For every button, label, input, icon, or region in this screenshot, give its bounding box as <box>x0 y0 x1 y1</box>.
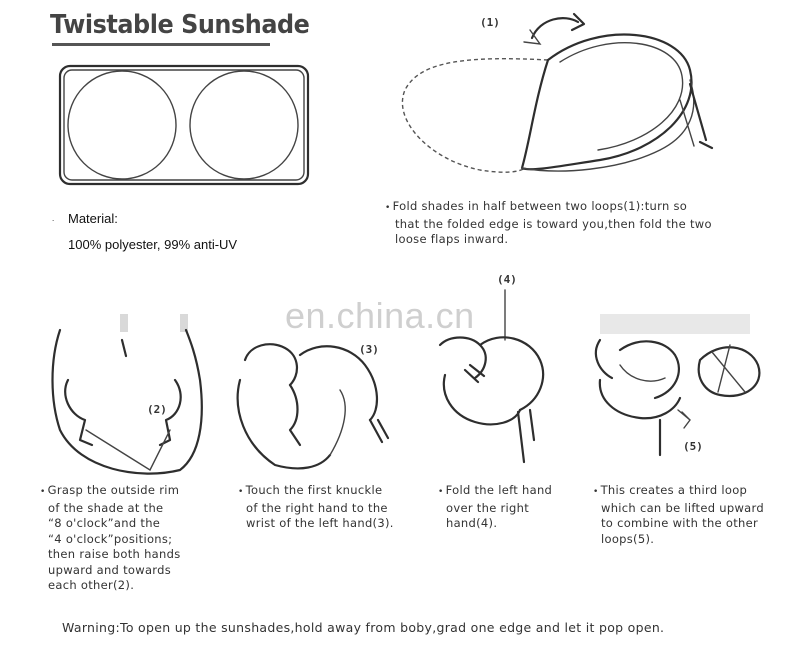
step-4-caption-line: over the right <box>446 500 530 515</box>
step-1-caption-line: Fold shades in half between two loops(1):turn so <box>392 199 688 213</box>
step-5-caption-line: to combine with the other <box>601 516 758 530</box>
step-5-caption-line: This creates a third loop <box>600 483 748 497</box>
step-2-caption-line: of the shade at the <box>48 500 164 515</box>
step-3-caption-line: of the right hand to the <box>246 500 388 515</box>
step-2-caption-line: “4 o'clock”positions; <box>48 531 173 546</box>
step-2-caption-line: each other(2). <box>48 578 135 592</box>
step-5-number: (5) <box>683 440 703 453</box>
step-1-number: (1) <box>480 16 500 29</box>
step-1-caption: • Fold shades in half between two loops(1):turn so that the folded edge is toward you,then fold the two loose flaps inward. <box>385 199 712 246</box>
step-4-caption: • Fold the left hand over the right hand(4). <box>438 483 553 530</box>
step-2-caption-line: then raise both hands <box>48 547 181 561</box>
step-3-caption-line: wrist of the left hand(3). <box>246 516 394 530</box>
page-title: Twistable Sunshade <box>50 10 310 40</box>
step-3-number: (3) <box>359 343 379 356</box>
step-2-caption-line: “8 o'clock”and the <box>48 516 161 530</box>
step-5-caption-line: which can be lifted upward <box>601 500 764 515</box>
step-1-caption-line: loose flaps inward. <box>395 232 509 246</box>
step-5-caption-line: loops(5). <box>601 531 655 546</box>
step-3-caption-line: Touch the first knuckle <box>245 483 383 497</box>
step-1-caption-line: that the folded edge is toward you,then fold the two <box>395 216 712 231</box>
warning-text: Warning:To open up the sunshades,hold away from boby,grad one edge and let it pop open. <box>62 620 665 635</box>
step-2-caption-line: Grasp the outside rim <box>47 483 180 497</box>
step-4-caption-line: Fold the left hand <box>445 483 553 497</box>
material-info: . Material: 100% polyester, 99% anti-UV <box>52 206 237 258</box>
step-3-caption: • Touch the first knuckle of the right hand to the wrist of the left hand(3). <box>238 483 394 530</box>
material-label: Material: <box>68 211 118 226</box>
step-2-caption-line: upward and towards <box>48 562 172 577</box>
material-value: 100% polyester, 99% anti-UV <box>68 237 238 252</box>
step-4-caption-line: hand(4). <box>446 516 498 530</box>
watermark: en.china.cn <box>285 295 475 336</box>
step-4-number: (4) <box>497 273 517 286</box>
step-2-number: (2) <box>147 403 167 416</box>
step-5-caption: • This creates a third loop which can be lifted upward to combine with the other loops(5). <box>593 483 764 546</box>
step-2-caption: • Grasp the outside rim of the shade at the “8 o'clock”and the “4 o'clock”positions; then raise both hands upward and towards each other(2). <box>40 483 181 592</box>
